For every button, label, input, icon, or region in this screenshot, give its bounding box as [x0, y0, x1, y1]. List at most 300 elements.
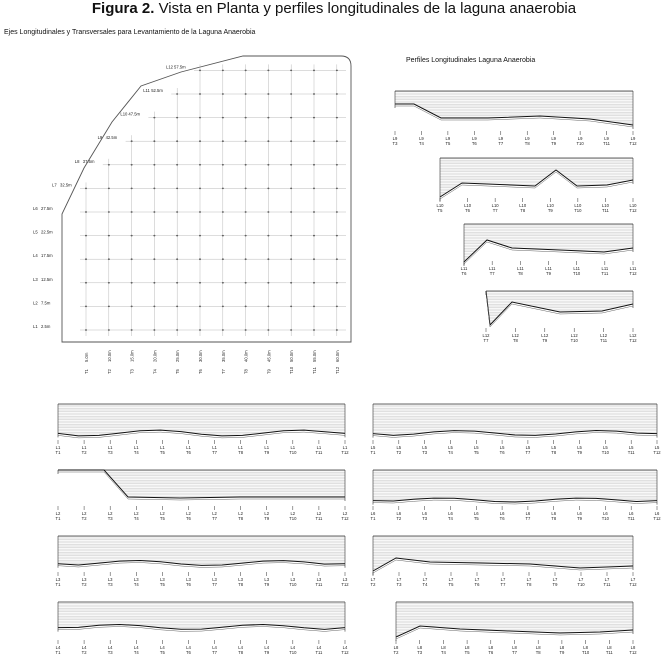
profile-l10-tick-col: T9 [547, 208, 553, 213]
profile-l4-tick-col: T2 [81, 650, 87, 655]
plan-row-distance: 47.5m [128, 111, 141, 117]
plan-col-distance: 15.0m [129, 350, 135, 362]
profile-l7-tick-row: L7 [474, 577, 480, 582]
profile-l5-tick-col: T11 [627, 450, 635, 455]
profile-l5-tick-row: L5 [370, 445, 376, 450]
profile-l3-tick-row: L3 [160, 577, 165, 582]
profile-l9-tick-col: T11 [603, 141, 611, 146]
profile-l9-tick-col: T4 [418, 141, 424, 146]
profile-l5-tick-row: L5 [396, 445, 402, 450]
profile-l11-tick-row: L11 [601, 266, 609, 271]
profile-l5-tick-row: L5 [525, 445, 531, 450]
profile-l7-tick-row: L7 [630, 577, 636, 582]
profile-l8-tick-col: T3 [417, 650, 423, 655]
profile-l12-tick-col: T11 [600, 338, 608, 343]
profile-l4-tick-row: L4 [186, 645, 191, 650]
profile-l5-tick-col: T5 [473, 450, 479, 455]
profile-l3-tick-row: L3 [264, 577, 270, 582]
profile-l4-tick-col: T10 [289, 650, 297, 655]
profile-l4-tick-row: L4 [238, 645, 243, 650]
profile-l8-tick-col: T5 [464, 650, 470, 655]
plan-caption: Ejes Longitudinales y Transversales para Levantamiento de la Laguna Anaerobia [4, 29, 256, 36]
profile-l5-tick-row: L5 [551, 445, 557, 450]
profile-l11-tick-col: T10 [573, 271, 581, 276]
profile-l5-tick-col: T9 [577, 450, 582, 455]
profile-l2-tick-row: L2 [107, 511, 113, 516]
profile-l2-tick-row: L2 [264, 511, 270, 516]
profile-l3-tick-col: T10 [289, 582, 297, 587]
profile-l6-tick-row: L6 [448, 511, 453, 516]
profile-l3-tick-col: T9 [264, 582, 270, 587]
profile-l6-tick-row: L6 [370, 511, 376, 516]
profile-l2-tick-col: T6 [186, 516, 191, 521]
profile-l8-tick-col: T11 [605, 650, 613, 655]
profile-l9-tick-row: L9 [445, 136, 451, 141]
profile-l5-tick-row: L5 [499, 445, 505, 450]
profile-l3-tick-row: L3 [107, 577, 113, 582]
profile-l1-tick-row: L1 [290, 445, 296, 450]
profile-l3-water [58, 536, 345, 565]
profile-l2-tick-col: T3 [107, 516, 113, 521]
profile-l4-tick-col: T7 [212, 650, 217, 655]
figure-number: Figura 2. [91, 0, 155, 17]
profile-l1-tick-col: T8 [238, 450, 244, 455]
profile-l1-tick-col: T10 [289, 450, 297, 455]
profile-l2-tick-row: L2 [186, 511, 191, 516]
profile-l6-tick-col: T11 [627, 516, 635, 521]
profile-l1-tick-col: T6 [186, 450, 191, 455]
plan-row-distance: 42.5m [105, 135, 118, 141]
profile-l12-tick-col: T7 [483, 338, 489, 343]
profile-l6-tick-row: L6 [603, 511, 608, 516]
plan-row-label: L8 [74, 158, 80, 164]
plan-row-distance: 37.5m [82, 158, 95, 164]
profile-l1-tick-col: T7 [212, 450, 217, 455]
profile-l7-tick-col: T7 [500, 582, 506, 587]
profile-l9-tick-row: L9 [498, 136, 504, 141]
profile-l5-tick-row: L5 [628, 445, 634, 450]
profile-l3-tick-row: L3 [186, 577, 191, 582]
profile-l5-tick-col: T4 [448, 450, 453, 455]
profile-l11-tick-col: T12 [629, 271, 637, 276]
plan-row-label: L6 [33, 206, 38, 211]
profile-l10-water [440, 158, 633, 197]
profile-l1-tick-row: L1 [186, 445, 191, 450]
profile-l1-water [58, 404, 345, 436]
plan-outline [62, 56, 351, 342]
profile-l9-tick-row: L9 [630, 136, 636, 141]
plan-col-label: T1 [84, 369, 89, 374]
profile-l2-tick-col: T8 [238, 516, 244, 521]
profile-l6-water [373, 470, 657, 502]
profile-l4-tick-row: L4 [264, 645, 270, 650]
profile-l12-tick-row: L12 [600, 333, 608, 338]
plan-col-distance: 55.0m [312, 350, 317, 362]
profile-l9-tick-row: L9 [577, 136, 583, 141]
plan-col-label: T6 [198, 369, 203, 374]
plan-col-distance: 35.0m [220, 350, 226, 362]
profile-l12-tick-col: T9 [542, 338, 548, 343]
profile-l10-tick-row: L10 [464, 203, 472, 208]
profile-l12-tick-row: L12 [570, 333, 578, 338]
profile-l7-tick-row: L7 [526, 577, 532, 582]
profile-l8-tick-row: L8 [417, 645, 423, 650]
profile-l2-tick-col: T1 [55, 516, 61, 521]
profile-l4-tick-col: T6 [186, 650, 191, 655]
profile-l1-tick-col: T9 [264, 450, 270, 455]
profile-l6-tick-col: T3 [422, 516, 428, 521]
profile-l2-tick-row: L2 [81, 511, 87, 516]
profile-l11-tick-row: L11 [488, 266, 496, 271]
profile-l1-tick-row: L1 [133, 445, 139, 450]
profile-l8-tick-row: L8 [464, 645, 470, 650]
plan-col-label: T12 [334, 366, 340, 374]
profile-l5-tick-row: L5 [473, 445, 479, 450]
profile-l4-tick-col: T12 [341, 650, 349, 655]
profile-l3-tick-row: L3 [133, 577, 139, 582]
profile-l6-tick-row: L6 [525, 511, 531, 516]
profile-l10-tick-row: L10 [436, 203, 444, 208]
profile-l4-tick-col: T4 [133, 650, 139, 655]
profile-l8-tick-col: T7 [512, 650, 517, 655]
profile-l2-tick-row: L2 [238, 511, 243, 516]
profile-l9-tick-row: L9 [604, 136, 609, 141]
profile-l4-tick-col: T1 [55, 650, 61, 655]
profile-l5-tick-col: T12 [653, 450, 661, 455]
plan-col-distance: 45.0m [266, 350, 272, 362]
profile-l7-tick-col: T10 [577, 582, 585, 587]
profile-l1-tick-col: T4 [133, 450, 139, 455]
profile-l10-tick-row: L10 [546, 203, 554, 208]
profile-l1-tick-row: L1 [160, 445, 165, 450]
profile-l6-tick-col: T6 [499, 516, 505, 521]
plan-col-label: T11 [312, 367, 317, 374]
profile-l8-tick-row: L8 [606, 645, 612, 650]
profile-l8-tick-col: T4 [440, 650, 446, 655]
profile-l9-tick-col: T6 [471, 141, 477, 146]
profile-l8-tick-row: L8 [535, 645, 541, 650]
profile-l7-tick-col: T8 [526, 582, 532, 587]
profile-l4-tick-row: L4 [81, 645, 87, 650]
profile-l6-tick-col: T8 [551, 516, 557, 521]
profile-l2-tick-col: T5 [159, 516, 165, 521]
profile-l5-tick-col: T2 [396, 450, 402, 455]
profile-l7-tick-col: T4 [422, 582, 428, 587]
profile-l1-tick-col: T3 [107, 450, 113, 455]
profile-l1-tick-col: T2 [81, 450, 87, 455]
plan-col-label: T3 [129, 369, 135, 374]
profile-l3-tick-col: T11 [315, 582, 323, 587]
profile-l5-tick-col: T8 [551, 450, 557, 455]
plan-row-distance: 2.5m [41, 324, 51, 329]
profile-l3-tick-col: T12 [341, 582, 349, 587]
profile-l4-tick-col: T5 [159, 650, 165, 655]
profile-l8-tick-row: L8 [393, 645, 399, 650]
profile-l6-tick-col: T4 [448, 516, 453, 521]
profile-l5-tick-col: T6 [499, 450, 505, 455]
profiles-caption: Perfiles Longitudinales Laguna Anaerobia [406, 57, 536, 64]
profile-l6-tick-col: T2 [396, 516, 402, 521]
profile-l11-tick-row: L11 [545, 266, 552, 271]
plan-col-distance: 30.0m [198, 350, 203, 362]
profile-l6-tick-row: L6 [628, 511, 634, 516]
profile-l8-tick-col: T6 [488, 650, 494, 655]
plan-col-distance: 60.0m [334, 350, 340, 362]
plan-row-label: L5 [33, 229, 38, 235]
profile-l8-tick-row: L8 [441, 645, 446, 650]
profile-l1-tick-col: T12 [341, 450, 349, 455]
plan-row-label: L12 [166, 64, 173, 70]
profile-l10-tick-col: T6 [465, 208, 471, 213]
profile-l11-tick-row: L11 [573, 266, 581, 271]
profile-l6-tick-row: L6 [396, 511, 402, 516]
profile-l5-tick-row: L5 [422, 445, 427, 450]
profile-l8-tick-row: L8 [559, 645, 565, 650]
profile-l6-tick-row: L6 [551, 511, 557, 516]
profile-l6-tick-row: L6 [499, 511, 505, 516]
profile-l11-tick-col: T6 [461, 271, 467, 276]
profile-l3-tick-col: T6 [186, 582, 191, 587]
plan-col-distance: 25.0m [175, 350, 181, 362]
plan-row-distance: 7.5m [41, 300, 51, 306]
profile-l12-tick-row: L12 [629, 333, 637, 338]
plan-col-label: T5 [175, 369, 181, 374]
plan-col-distance: 10.0m [106, 350, 112, 362]
profile-l4-tick-row: L4 [212, 645, 217, 650]
profile-l4-tick-col: T8 [238, 650, 244, 655]
profile-l2-tick-row: L2 [290, 511, 296, 516]
plan-row-label: L10 [120, 111, 128, 117]
profile-l8-tick-col: T12 [629, 650, 637, 655]
profile-l3-tick-col: T4 [133, 582, 139, 587]
profile-l7-tick-row: L7 [552, 577, 558, 582]
profile-l5-tick-col: T7 [525, 450, 531, 455]
plan-col-distance: 5.0m [84, 352, 89, 362]
profile-l12-tick-row: L12 [482, 333, 490, 338]
plan-row-label: L4 [33, 253, 38, 259]
profile-l2-tick-row: L2 [133, 511, 139, 516]
profile-l10-tick-col: T12 [629, 208, 637, 213]
profile-l6-tick-row: L6 [654, 511, 660, 516]
profile-l3-tick-row: L3 [81, 577, 87, 582]
profile-l12-tick-row: L12 [541, 333, 549, 338]
plan-row-label: L7 [52, 182, 57, 188]
plan-row-label: L3 [33, 276, 38, 282]
profile-l1-tick-row: L1 [316, 445, 322, 450]
plan-col-distance: 20.0m [152, 350, 158, 362]
profile-l1-tick-col: T5 [159, 450, 165, 455]
profile-l12-tick-col: T8 [512, 338, 518, 343]
profile-l3-tick-col: T7 [212, 582, 217, 587]
profile-l9-tick-row: L9 [392, 136, 398, 141]
profile-l4-tick-col: T11 [315, 650, 323, 655]
profile-l1-tick-row: L1 [81, 445, 87, 450]
profile-l3-tick-row: L3 [212, 577, 217, 582]
profile-l3-tick-row: L3 [316, 577, 322, 582]
profile-l3-tick-col: T2 [81, 582, 87, 587]
plan-row-label: L9 [97, 135, 103, 141]
profile-l9-tick-col: T8 [524, 141, 530, 146]
plan-col-label: T4 [152, 369, 158, 374]
profile-l1-tick-col: T1 [55, 450, 61, 455]
plan-col-distance: 40.0m [243, 350, 249, 362]
profile-l5-tick-col: T3 [422, 450, 428, 455]
profile-l2-tick-col: T4 [133, 516, 139, 521]
profile-l1-tick-col: T11 [315, 450, 323, 455]
profile-l11-tick-row: L11 [460, 266, 468, 271]
plan-row-label: L2 [33, 300, 38, 306]
plan-col-distance: 50.0m [289, 350, 295, 362]
profile-l4-tick-row: L4 [55, 645, 61, 650]
profile-l4-tick-row: L4 [342, 645, 348, 650]
profile-l6-tick-col: T1 [370, 516, 376, 521]
profile-l7-water [373, 536, 633, 571]
profile-l10-tick-row: L10 [601, 203, 609, 208]
profile-l7-tick-col: T9 [552, 582, 558, 587]
profile-l7-tick-row: L7 [396, 577, 402, 582]
plan-row-distance: 27.5m [41, 206, 53, 211]
profile-l6-tick-row: L6 [473, 511, 479, 516]
profile-l1-tick-row: L1 [55, 445, 61, 450]
plan-col-label: T7 [220, 369, 226, 374]
profile-l10-tick-col: T5 [437, 208, 443, 213]
profile-l9-tick-row: L9 [471, 136, 477, 141]
profile-l6-tick-col: T12 [653, 516, 661, 521]
profile-l9-tick-row: L9 [419, 136, 424, 141]
profile-l11-tick-row: L11 [629, 266, 637, 271]
profile-l12-tick-row: L12 [511, 333, 519, 338]
profile-l2-tick-row: L2 [212, 511, 217, 516]
profile-l5-tick-col: T10 [601, 450, 609, 455]
profile-l7-tick-row: L7 [604, 577, 610, 582]
profile-l4-tick-col: T9 [264, 650, 270, 655]
profile-l3-tick-col: T8 [238, 582, 244, 587]
profile-l1-tick-row: L1 [342, 445, 348, 450]
profile-l7-tick-col: T12 [629, 582, 637, 587]
profile-l9-tick-col: T7 [498, 141, 504, 146]
profile-l10-tick-row: L10 [574, 203, 582, 208]
profile-l10-tick-col: T8 [520, 208, 526, 213]
profile-l7-tick-col: T11 [603, 582, 611, 587]
profile-l8-tick-col: T2 [393, 650, 399, 655]
profile-l10-tick-col: T10 [574, 208, 582, 213]
profile-l2-tick-col: T11 [315, 516, 323, 521]
plan-row-distance: 17.5m [41, 253, 53, 259]
profile-l3-tick-col: T3 [107, 582, 113, 587]
profile-l11-tick-col: T9 [546, 271, 551, 276]
profile-l10-tick-row: L10 [629, 203, 637, 208]
profile-l4-tick-row: L4 [160, 645, 165, 650]
plan-col-label: T9 [266, 369, 272, 374]
plan-row-label: L11 [143, 88, 150, 93]
profile-l8-tick-row: L8 [488, 645, 494, 650]
profile-l11-tick-col: T8 [517, 271, 523, 276]
profile-l2-tick-row: L2 [316, 511, 322, 516]
profile-l8-tick-row: L8 [630, 645, 636, 650]
profile-l1-tick-row: L1 [264, 445, 270, 450]
figure-caption: Vista en Planta y perfiles longitudinales de la laguna anaerobia [154, 0, 577, 17]
profile-l10-tick-row: L10 [519, 203, 527, 208]
profile-l2-tick-col: T12 [341, 516, 349, 521]
plan-row-distance: 52.5m [151, 88, 163, 93]
profile-l3-tick-col: T1 [55, 582, 61, 587]
profile-l9-tick-col: T3 [392, 141, 398, 146]
profile-l7-tick-col: T2 [370, 582, 376, 587]
profile-l2-tick-row: L2 [55, 511, 61, 516]
profile-l1-tick-row: L1 [238, 445, 243, 450]
profile-l5-tick-row: L5 [654, 445, 660, 450]
profile-l2-tick-row: L2 [160, 511, 165, 516]
profile-l10-tick-row: L10 [491, 203, 499, 208]
profile-l9-tick-col: T10 [576, 141, 584, 146]
profile-l8-tick-col: T9 [559, 650, 565, 655]
profile-l3-tick-row: L3 [342, 577, 348, 582]
profile-l6-tick-col: T7 [525, 516, 531, 521]
profile-l2-tick-row: L2 [342, 511, 348, 516]
profile-l6-tick-col: T5 [473, 516, 479, 521]
plan-col-label: T10 [289, 366, 295, 374]
profile-l9-tick-col: T9 [551, 141, 557, 146]
profile-l5-tick-row: L5 [603, 445, 608, 450]
plan-row-distance: 57.5m [174, 64, 186, 70]
profile-l11-tick-col: T11 [601, 271, 609, 276]
profile-l7-tick-row: L7 [578, 577, 584, 582]
profile-l7-tick-row: L7 [500, 577, 506, 582]
profile-l6-tick-col: T10 [601, 516, 609, 521]
profile-l6-tick-col: T9 [577, 516, 582, 521]
profile-l3-tick-row: L3 [290, 577, 296, 582]
profile-l11-tick-row: L11 [516, 266, 524, 271]
profile-l4-tick-col: T3 [107, 650, 113, 655]
profile-l10-tick-col: T7 [492, 208, 498, 213]
profile-l2-water [58, 470, 345, 498]
profile-l7-tick-col: T3 [396, 582, 402, 587]
profile-l4-tick-row: L4 [133, 645, 139, 650]
profile-l9-tick-row: L9 [524, 136, 530, 141]
profile-l4-tick-row: L4 [316, 645, 322, 650]
profile-l2-tick-col: T10 [289, 516, 297, 521]
profile-l5-tick-col: T1 [370, 450, 376, 455]
profile-l10-tick-col: T11 [601, 208, 609, 213]
profile-l1-tick-row: L1 [212, 445, 217, 450]
profile-l12-tick-col: T12 [629, 338, 637, 343]
profile-l4-tick-row: L4 [290, 645, 296, 650]
profile-l2-tick-col: T2 [81, 516, 87, 521]
profile-l8-tick-col: T10 [581, 650, 590, 655]
profile-l8-tick-row: L8 [512, 645, 517, 650]
profile-l2-tick-col: T7 [212, 516, 217, 521]
profile-l7-tick-col: T6 [474, 582, 480, 587]
profile-l1-tick-row: L1 [107, 445, 113, 450]
profile-l7-tick-row: L7 [422, 577, 428, 582]
profile-l11-tick-col: T7 [489, 271, 495, 276]
profile-l9-tick-col: T12 [629, 141, 637, 146]
profile-l3-tick-row: L3 [238, 577, 243, 582]
profile-l8-tick-col: T8 [535, 650, 541, 655]
profile-l6-tick-row: L6 [577, 511, 582, 516]
profile-l2-tick-col: T9 [264, 516, 270, 521]
plan-row-distance: 12.5m [41, 276, 53, 282]
profile-l3-tick-col: T5 [159, 582, 165, 587]
profile-l5-tick-row: L5 [577, 445, 582, 450]
profile-l6-tick-row: L6 [422, 511, 427, 516]
profile-l9-tick-row: L9 [551, 136, 557, 141]
plan-row-distance: 22.5m [41, 229, 53, 235]
profile-l12-tick-col: T10 [570, 338, 578, 343]
profile-l9-tick-col: T5 [445, 141, 451, 146]
plan-col-label: T8 [243, 369, 249, 374]
profile-l7-tick-row: L7 [370, 577, 376, 582]
